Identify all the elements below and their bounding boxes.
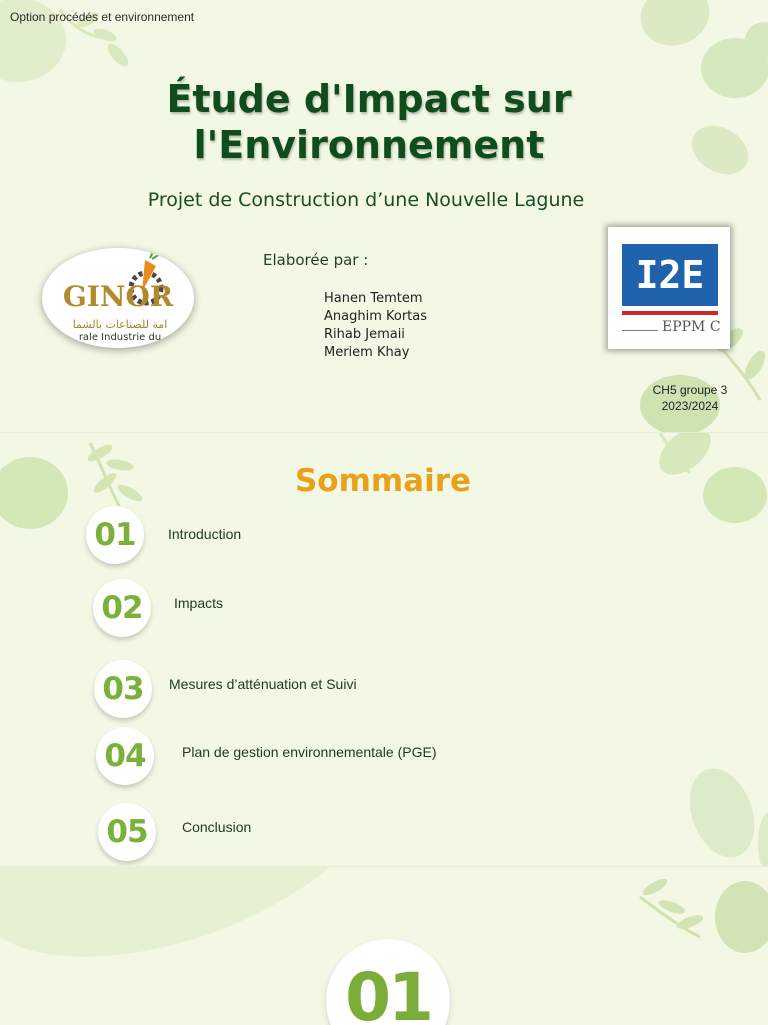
page-title [0,76,738,168]
author-name: Meriem Khay [324,345,410,360]
i2e-logo [608,227,730,349]
ginor-wordmark: GINOR [62,280,174,313]
section-number-badge: 01 [86,506,144,564]
section-number-badge: 02 [93,579,151,637]
option-label: Option procédés et environnement [10,10,195,24]
title-line-1: Étude d'Impact sur [166,77,572,121]
author-list [324,290,427,362]
section-number-badge: 01 [326,939,450,1025]
group-info [640,382,740,414]
subtitle: Projet de Construction d’une Nouvelle Lagune [147,189,585,211]
section-number-badge: 05 [98,803,156,861]
summary-item-introduction[interactable]: Introduction [168,526,242,542]
summary-item-mesures[interactable]: Mesures d’atténuation et Suivi [169,676,357,692]
year-label: 2023/2024 [661,399,719,413]
summary-item-impacts[interactable]: Impacts [174,595,224,611]
summary-item-pge[interactable]: Plan de gestion environnementale (PGE) [182,744,437,760]
author-name: Anaghim Kortas [324,309,428,324]
ginor-arabic-text: امة للصناعات بالشما [72,318,168,331]
leaf-decoration [0,0,768,432]
i2e-subtext: EPPM C [662,319,721,335]
summary-slide [0,432,768,867]
section-number-badge: 04 [96,727,154,785]
ginor-latin-text: rale Industrie du [78,332,162,343]
summary-heading: Sommaire [294,463,472,499]
author-name: Rihab Jemaii [324,327,405,342]
section-slide [0,866,768,1025]
ginor-logo [42,248,194,348]
author-name: Hanen Temtem [324,291,423,306]
elaboree-label: Elaborée par : [263,251,369,269]
summary-item-conclusion[interactable]: Conclusion [182,819,252,835]
title-line-2: l'Environnement [193,123,545,167]
i2e-red-bar [622,311,718,315]
i2e-rule [622,330,658,331]
group-label: CH5 groupe 3 [652,383,728,397]
title-slide [0,0,768,432]
i2e-wordmark: I2E [622,244,718,306]
section-number-badge: 03 [94,660,152,718]
